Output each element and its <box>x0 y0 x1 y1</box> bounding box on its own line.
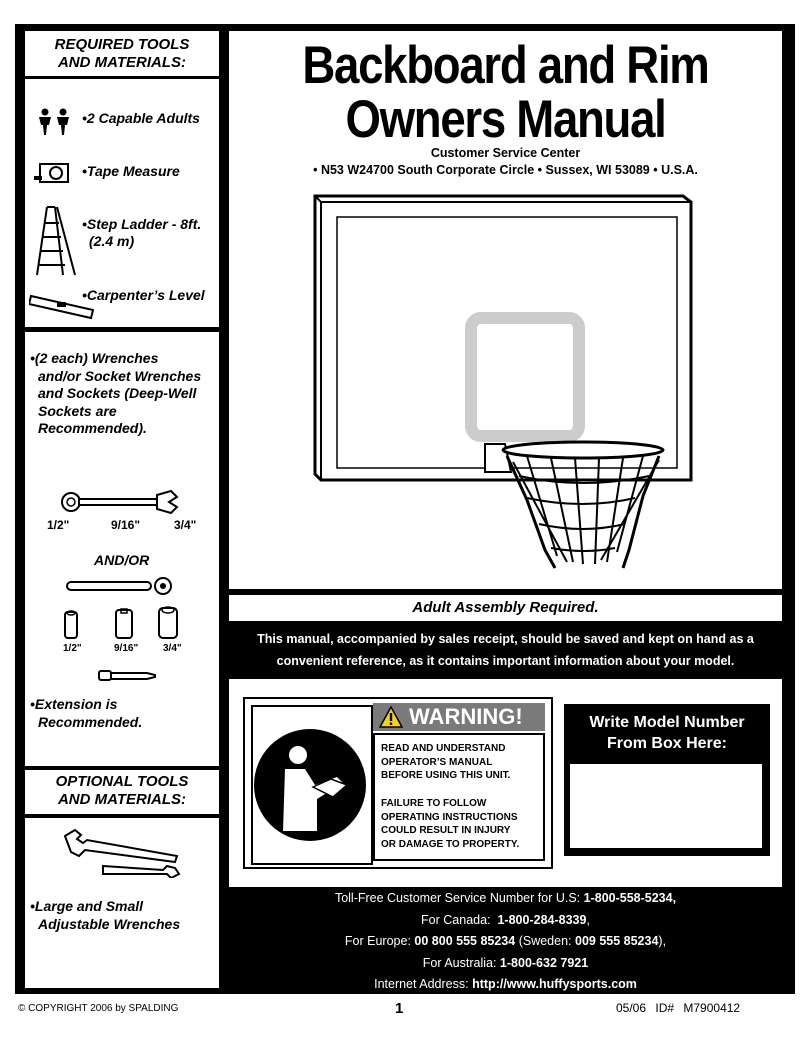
manual-title: Backboard and Rim Owners Manual <box>302 36 709 149</box>
tool-tape-measure: •Tape Measure <box>82 163 180 179</box>
combination-wrench-icon <box>59 489 179 515</box>
contact-info <box>229 888 782 996</box>
optional-tools-panel <box>25 818 219 988</box>
adult-assembly-banner: Adult Assembly Required. <box>229 595 782 621</box>
contact-europe: For Europe: 00 800 555 85234 (Sweden: 009 555 85234), <box>344 934 667 948</box>
warning-heading: WARNING! <box>373 703 545 731</box>
socket-wrench-icon <box>65 577 177 595</box>
warning-text: READ AND UNDERSTAND OPERATOR’S MANUAL BEFORE USING THIS UNIT. FAILURE TO FOLLOW OPERATING INSTRUCTIONS COULD RESULT IN INJURY OR DAMAGE TO PROPERTY. <box>373 733 545 861</box>
wrench-size-three-quarter: 3/4" <box>174 518 197 532</box>
model-number-box <box>564 704 770 856</box>
tool-carpenters-level: •Carpenter’s Level <box>82 287 205 303</box>
required-tools-header: REQUIRED TOOLS AND MATERIALS: <box>54 36 190 71</box>
extension-text: •Extension is Recommended. <box>30 696 143 730</box>
socket-size-three-quarter: 3/4" <box>163 643 182 654</box>
copyright: © COPYRIGHT 2006 by SPALDING <box>18 1003 179 1014</box>
optional-tool-text: •Large and Small Adjustable Wrenches <box>30 898 181 932</box>
and-or-label: AND/OR <box>94 552 150 568</box>
socket-small-icon <box>63 608 79 640</box>
contact-internet: Internet Address: http://www.huffysports.com <box>374 977 637 991</box>
socket-size-nine-sixteenths: 9/16" <box>114 643 139 654</box>
warning-label <box>243 697 553 869</box>
contact-canada: For Canada: 1-800-284-8339, <box>421 912 590 927</box>
tool-step-ladder-metric: (2.4 m) <box>89 233 135 249</box>
step-ladder-icon <box>33 205 77 277</box>
extension-bar-icon <box>97 666 159 684</box>
required-tools-panel <box>25 31 219 327</box>
header-divider <box>25 76 219 79</box>
save-manual-notice: This manual, accompanied by sales receipt, should be saved and kept on hand as a convenient reference, as it contains important information about your model. <box>257 632 754 668</box>
website-link[interactable]: http://www.huffysports.com <box>472 977 637 991</box>
model-number-label: Write Model Number From Box Here: <box>589 714 745 752</box>
wrench-size-half: 1/2" <box>47 518 70 532</box>
tape-measure-icon <box>32 158 74 186</box>
socket-large-icon <box>157 604 179 640</box>
contact-australia: For Australia: 1-800-632 7921 <box>422 955 589 970</box>
read-manual-pictogram <box>251 705 373 865</box>
warning-triangle-icon <box>379 706 403 728</box>
optional-tools-header: OPTIONAL TOOLS AND MATERIALS: <box>25 770 219 814</box>
wrenches-text: •(2 each) Wrenches and/or Socket Wrenches and Sockets (Deep-Well Sockets are Recommended). <box>30 350 202 436</box>
tool-step-ladder: •Step Ladder - 8ft. <box>82 216 202 232</box>
two-adults-icon <box>36 108 72 136</box>
wrenches-panel <box>25 332 219 766</box>
document-id: 05/06 ID# M7900412 <box>616 1001 741 1015</box>
backboard-rim-illustration <box>313 194 697 574</box>
reading-person-icon <box>253 707 371 863</box>
model-number-field[interactable] <box>570 764 762 848</box>
service-center-address: • N53 W24700 South Corporate Circle • Sussex, WI 53089 • U.S.A. <box>313 163 698 177</box>
wrench-size-nine-sixteenths: 9/16" <box>111 518 141 532</box>
contact-us: Toll-Free Customer Service Number for U.S: 1-800-558-5234, <box>334 891 677 905</box>
cover-panel <box>229 31 782 589</box>
service-center-label: Customer Service Center <box>430 146 581 160</box>
adjustable-wrenches-icon <box>63 828 183 878</box>
page-number: 1 <box>395 1000 404 1017</box>
tool-adults: •2 Capable Adults <box>82 110 200 126</box>
warning-section <box>229 679 782 887</box>
socket-medium-icon <box>114 606 134 640</box>
socket-size-half: 1/2" <box>63 643 82 654</box>
